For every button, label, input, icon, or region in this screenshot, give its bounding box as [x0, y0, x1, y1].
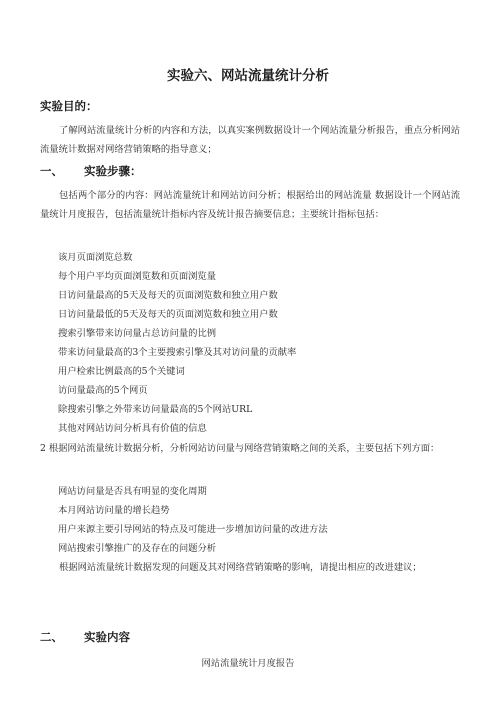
report-title: 网站流量统计月度报告	[201, 658, 295, 669]
conclusion-paragraph: 根据网站流量统计数据发现的问题及其对网络营销策略的影响，请提出相应的改进建议；	[59, 562, 422, 573]
page-title: 实验六、网站流量统计分析	[167, 68, 329, 84]
list-item: 除搜索引擎之外带来访问量最高的5个网站URL	[58, 404, 253, 415]
list-item: 网站访问量是否具有明显的变化周期	[58, 486, 207, 497]
list-item: 本月网站访问量的增长趋势	[58, 505, 170, 516]
list-item: 其他对网站访问分析具有价值的信息	[58, 423, 207, 434]
list-item: 日访问量最低的5天及每天的页面浏览数和独立用户数	[58, 309, 278, 320]
steps-heading	[40, 163, 142, 179]
list-item: 该月页面浏览总数	[58, 252, 133, 263]
steps-intro-paragraph: 包括两个部分的内容：网站流量统计和网站访问分析；根据给出的网站流量 数据设计一个网站流量统计月度报告，包括流量统计指标内容及统计报告摘要信息；主要统计指标包括：	[40, 190, 460, 220]
content-heading	[40, 629, 130, 645]
list-item: 每个用户平均页面浏览数和页面浏览量	[58, 271, 217, 282]
indicator-list	[58, 248, 458, 438]
list-item: 访问量最高的5个网页	[58, 385, 148, 396]
list-item: 搜索引擎带来访问量占总访问量的比例	[58, 328, 217, 339]
list-item: 用户来源主要引导网站的特点及可能进一步增加访问量的改进方法	[58, 524, 328, 535]
content-heading-number: 二、	[40, 630, 63, 644]
purpose-paragraph: 了解网站流量统计分析的内容和方法，以真实案例数据设计一个网站流量分析报告，重点分析网站流量统计数据对网络营销策略的指导意义；	[40, 125, 460, 155]
aspect-list	[58, 482, 458, 558]
part2-paragraph: 2 根据网站流量统计数据分析，分析网站访问量与网络营销策略之间的关系，主要包括下列方面：	[40, 443, 440, 454]
steps-heading-text: 实验步骤：	[84, 164, 142, 178]
list-item: 网站搜索引擎推广的及存在的问题分析	[58, 543, 217, 554]
content-heading-text: 实验内容	[84, 630, 130, 644]
list-item: 带来访问量最高的3个主要搜索引擎及其对访问量的贡献率	[58, 347, 297, 358]
list-item: 日访问量最高的5天及每天的页面浏览数和独立用户数	[58, 290, 278, 301]
steps-heading-number: 一、	[40, 164, 63, 178]
purpose-heading: 实验目的：	[40, 99, 98, 113]
list-item: 用户检索比例最高的5个关键词	[58, 366, 185, 377]
